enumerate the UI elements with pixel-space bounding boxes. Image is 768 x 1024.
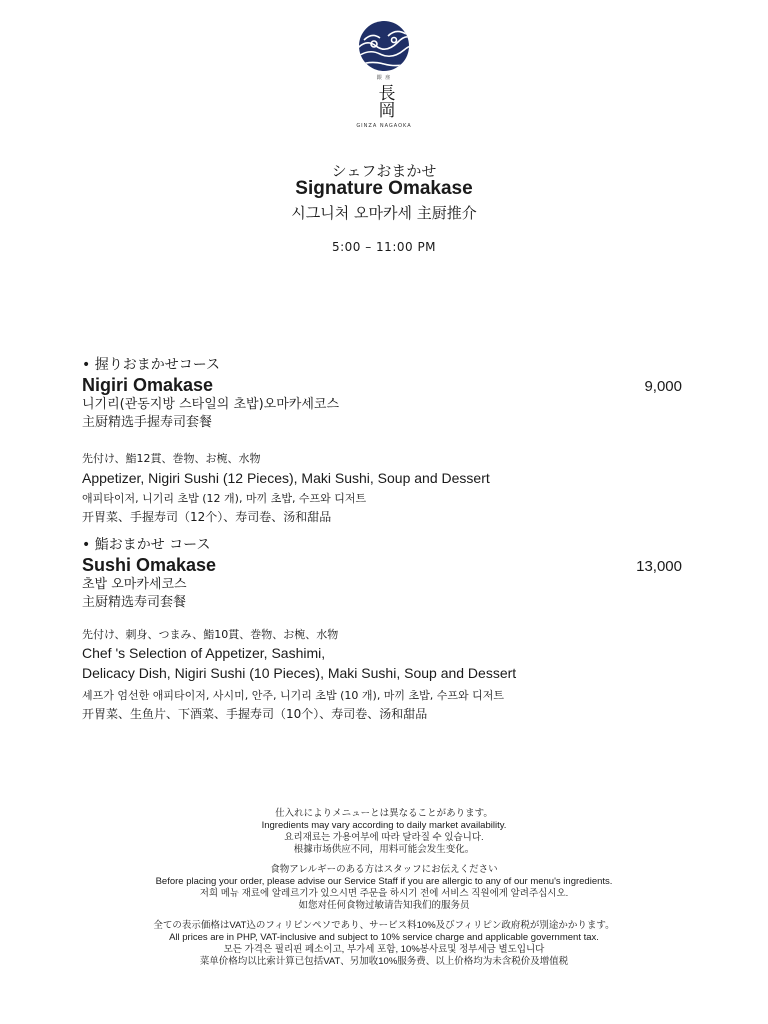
note-allergy-ko: 저희 메뉴 재료에 알레르기가 있으시면 주문을 하시기 전에 서비스 직원에게 알려주십시오.: [199, 888, 569, 899]
note-prices-ko: 모든 가격은 필리핀 페소이고, 부가세 포함, 10%봉사료및 정부세금 별도입니다: [223, 944, 545, 955]
course-description-korean: 애피타이저, 니기리 초밥 (12 개), 마끼 초밥, 수프와 디저트: [82, 492, 367, 505]
note-market-ko: 요리재료는 가용여부에 따라 달라질 수 있습니다.: [284, 832, 484, 843]
logo-kanji: 長岡: [374, 84, 395, 118]
course-heading-japanese: • 握りおまかせコース: [82, 357, 221, 373]
course-description-english: Appetizer, Nigiri Sushi (12 Pieces), Maki Sushi, Soup and Dessert: [82, 470, 490, 486]
logo-small-caption: 銀 座: [376, 75, 392, 81]
note-prices-jp: 全ての表示価格はVAT込のフィリピンペソであり、サービス料10%及びフィリピン政府税が別途かかります。: [153, 920, 615, 931]
course-price: 13,000: [636, 558, 682, 575]
course-name: Nigiri Omakase: [82, 375, 214, 395]
course-heading-japanese: • 鮨おまかせ コース: [82, 537, 211, 553]
course-description-english-line2: Delicacy Dish, Nigiri Sushi (10 Pieces), Maki Sushi, Soup and Dessert: [82, 665, 517, 681]
note-market-jp: 仕入れによりメニューとは異なることがあります。: [275, 808, 493, 819]
course-name-chinese: 主厨精选寿司套餐: [82, 595, 187, 610]
note-allergy-en: Before placing your order, please advise our Service Staff if you are allergic to any of our menu's ingredients.: [155, 876, 613, 887]
course-sushi-omakase: [82, 534, 682, 722]
course-name-korean: 초밥 오마카세코스: [82, 577, 187, 592]
note-prices-zh: 菜单价格均以比索计算已包括VAT、另加收10%服务费、以上价格均为未含税价及增值税: [199, 956, 569, 967]
title-english: Signature Omakase: [295, 178, 473, 199]
course-description-english-line1: Chef 's Selection of Appetizer, Sashimi,: [82, 645, 326, 661]
course-description-korean: 셰프가 엄선한 애피타이저, 사시미, 안주, 니기리 초밥 (10 개), 마끼 초밥, 수프와 디저트: [82, 689, 505, 702]
title-japanese: シェフおまかせ: [331, 162, 437, 180]
title-korean-chinese: 시그니처 오마카세 主厨推介: [291, 204, 477, 222]
course-description-chinese: 开胃菜、生鱼片、下酒菜、手握寿司（10个）、寿司卷、汤和甜品: [82, 707, 428, 721]
footer-notes: [0, 808, 768, 968]
course-name: Sushi Omakase: [82, 555, 217, 575]
note-allergy-jp: 食物アレルギーのある方はスタッフにお伝えください: [270, 864, 498, 875]
note-market-en: Ingredients may vary according to daily market availability.: [261, 820, 507, 831]
wave-emblem-icon: [354, 20, 414, 72]
note-allergy-zh: 如您对任何食物过敏请告知我们的服务员: [298, 900, 470, 911]
note-prices-en: All prices are in PHP, VAT-inclusive and subject to 10% service charge and applicable government tax.: [169, 932, 599, 943]
course-description-japanese: 先付け、鮨12貫、巻物、お椀、水物: [82, 452, 261, 465]
course-name-chinese: 主厨精选手握寿司套餐: [82, 415, 213, 430]
course-description-chinese: 开胃菜、手握寿司（12个）、寿司卷、汤和甜品: [82, 510, 332, 524]
course-nigiri-omakase: [82, 354, 682, 525]
course-description-japanese: 先付け、刺身、つまみ、鮨10貫、巻物、お椀、水物: [82, 628, 339, 641]
service-hours: 5:00 – 11:00 PM: [331, 240, 437, 254]
restaurant-logo: [340, 20, 428, 130]
note-market-zh: 根據市场供应不同，用料可能会发生变化。: [293, 844, 475, 855]
logo-romaji: GINZA NAGAOKA: [356, 123, 412, 129]
course-price: 9,000: [644, 378, 682, 395]
course-name-korean: 니기리(관동지방 스타일의 초밥)오마카세코스: [82, 397, 340, 412]
